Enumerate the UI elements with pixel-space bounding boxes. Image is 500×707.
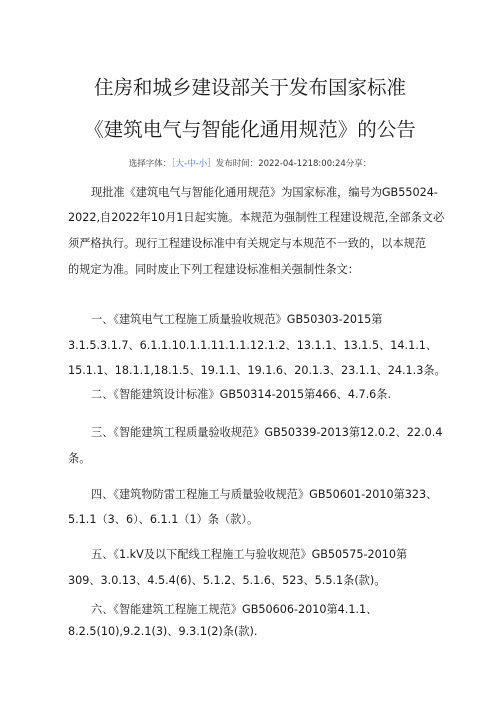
font-size-close-bracket: ］ — [207, 159, 216, 169]
repealed-item-5: 五、《1.kV及以下配线工程施工与验收规范》GB50575-2010第 — [91, 548, 408, 561]
font-size-large-link[interactable]: 大 — [175, 159, 184, 169]
font-size-separator: - — [184, 159, 188, 169]
body-text-line: 现批准《建筑电气与智能化通用规范》为国家标准，编号为GB55024- — [91, 186, 438, 199]
document-meta — [0, 158, 500, 170]
repealed-item-4: 四、《建筑物防雷工程施工与质量验收规范》GB50601-2010第323、 — [91, 488, 438, 501]
repealed-item-4-cont: 5.1.1（3、6）、6.1.1（1）条（款）。 — [68, 513, 259, 526]
repealed-item-6: 六、《智能建筑工程施工规范》GB50606-2010第4.1.1、 — [91, 603, 378, 616]
repealed-item-1-cont: 15.1.1、18.1.1,18.1.5、19.1.1、19.1.6、20.1.3、23.1.1、24.1.3条。 — [68, 364, 446, 377]
repealed-item-2: 二、《智能建筑设计标准》GB50314-2015第466、4.7.6条. — [91, 388, 392, 401]
body-text-line: 须严格执行。现行工程建设标准中有关规定与本规范不一致的，以本规范 — [68, 237, 427, 250]
body-text-line: 2022,自2022年10月1日起实施。本规范为强制性工程建设规范,全部条文必 — [68, 211, 445, 224]
font-size-label: 选择字体： — [128, 159, 172, 169]
repealed-item-3-cont: 条。 — [68, 452, 91, 465]
font-size-small-link[interactable]: 小 — [198, 159, 208, 169]
font-size-medium-link[interactable]: 中 — [187, 159, 196, 169]
font-size-separator: - — [195, 159, 199, 169]
body-text-line: 的规定为准。同时废止下列工程建设标准相关强制性条文： — [68, 263, 359, 276]
repealed-item-5-cont: 309、3.0.13、4.5.4(6)、5.1.2、5.1.6、523、5.5.1条(款)。 — [68, 574, 386, 587]
font-size-open-bracket: ［ — [171, 159, 176, 169]
repealed-item-1: 一、《建筑电气工程施工质量验收规范》GB50303-2015第 — [91, 313, 383, 326]
repealed-item-6-cont: 8.2.5(10),9.2.1(3)、9.3.1(2)条(款). — [68, 625, 258, 638]
repealed-item-3: 三、《智能建筑工程质量验收规范》GB50339-2013第12.0.2、22.0.4 — [91, 426, 443, 439]
repealed-item-1-cont: 3.1.5.3.1.7、6.1.1.10.1.1.11.1.1.12.1.2、13.1.1、13.1.5、14.1.1、 — [68, 339, 438, 352]
document-title-line-1: 住房和城乡建设部关于发布国家标准 — [93, 76, 406, 99]
publish-time: 发布时间：2022-04-1218:00:24分享： — [215, 159, 372, 169]
document-title-line-2: 《建筑电气与智能化通用规范》的公告 — [84, 118, 416, 141]
